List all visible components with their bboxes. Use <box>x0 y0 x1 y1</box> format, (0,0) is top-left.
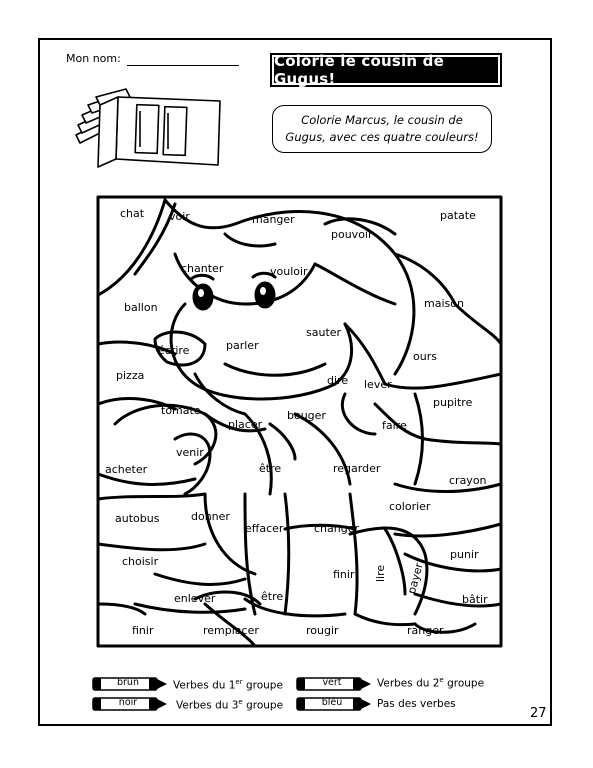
word-etre-1: être <box>259 462 282 475</box>
instructions-box <box>272 105 492 153</box>
word-faire: faire <box>382 419 407 432</box>
word-remplacer: remplacer <box>203 624 259 637</box>
instructions-line-2: Gugus, avec ces quatre couleurs! <box>285 130 479 144</box>
word-autobus: autobus <box>115 512 160 525</box>
word-bouger: bouger <box>287 409 326 422</box>
word-chanter: chanter <box>181 262 224 275</box>
legend-crayon-noir: noir <box>118 697 138 708</box>
word-voir: voir <box>169 210 190 223</box>
word-ecrire: écrire <box>158 344 190 357</box>
word-punir: punir <box>450 548 479 561</box>
legend-crayon-bleu: bleu <box>321 697 343 708</box>
word-lever: lever <box>364 378 392 391</box>
word-chat: chat <box>120 207 145 220</box>
legend-third-group: Verbes du 3e groupe <box>176 698 284 712</box>
word-colorier: colorier <box>389 500 431 513</box>
word-choisir: choisir <box>122 555 159 568</box>
legend-first-group: Verbes du 1er groupe <box>173 678 283 692</box>
word-vouloir: vouloir <box>270 265 308 278</box>
crayon-box-icon <box>70 83 230 173</box>
word-ballon: ballon <box>124 301 158 314</box>
word-parler: parler <box>226 339 259 352</box>
word-ranger: ranger <box>407 624 444 637</box>
word-tomate: tomate <box>161 404 201 417</box>
word-lire: lire <box>374 564 387 582</box>
word-acheter: acheter <box>105 463 148 476</box>
word-finir-2: finir <box>132 624 154 637</box>
legend-crayon-vert: vert <box>322 677 342 688</box>
title-box <box>270 53 502 87</box>
word-sauter: sauter <box>306 326 342 339</box>
word-pouvoir: pouvoir <box>331 228 373 241</box>
word-venir: venir <box>176 446 204 459</box>
word-pizza: pizza <box>116 369 145 382</box>
legend-crayon-brun: brun <box>117 677 139 688</box>
word-donner: donner <box>191 510 230 523</box>
word-etre-2: être <box>261 590 284 603</box>
word-dire: dire <box>327 374 349 387</box>
name-label: Mon nom: <box>66 52 121 65</box>
name-input-line[interactable] <box>127 65 239 66</box>
word-manger: manger <box>252 213 295 226</box>
coloring-dog-drawing <box>95 194 505 650</box>
word-pupitre: pupitre <box>433 396 473 409</box>
word-changer: changer <box>314 522 360 535</box>
instructions-line-1: Colorie Marcus, le cousin de <box>301 113 463 127</box>
word-ours: ours <box>413 350 437 363</box>
word-patate: patate <box>440 209 476 222</box>
word-effacer: effacer <box>245 522 284 535</box>
word-crayon: crayon <box>449 474 487 487</box>
page-title: Colorie le cousin de Gugus! <box>274 57 498 83</box>
legend-second-group: Verbes du 2e groupe <box>377 676 485 690</box>
page-number: 27 <box>530 706 547 721</box>
word-placer: placer <box>228 418 263 431</box>
legend-not-verbs: Pas des verbes <box>377 698 456 710</box>
word-enlever: enlever <box>174 592 216 605</box>
word-maison: maison <box>424 297 464 310</box>
word-rougir: rougir <box>306 624 339 637</box>
word-finir-1: finir <box>333 568 355 581</box>
word-payer: payer <box>405 561 426 596</box>
word-batir: bâtir <box>462 593 488 606</box>
word-regarder: regarder <box>333 462 381 475</box>
